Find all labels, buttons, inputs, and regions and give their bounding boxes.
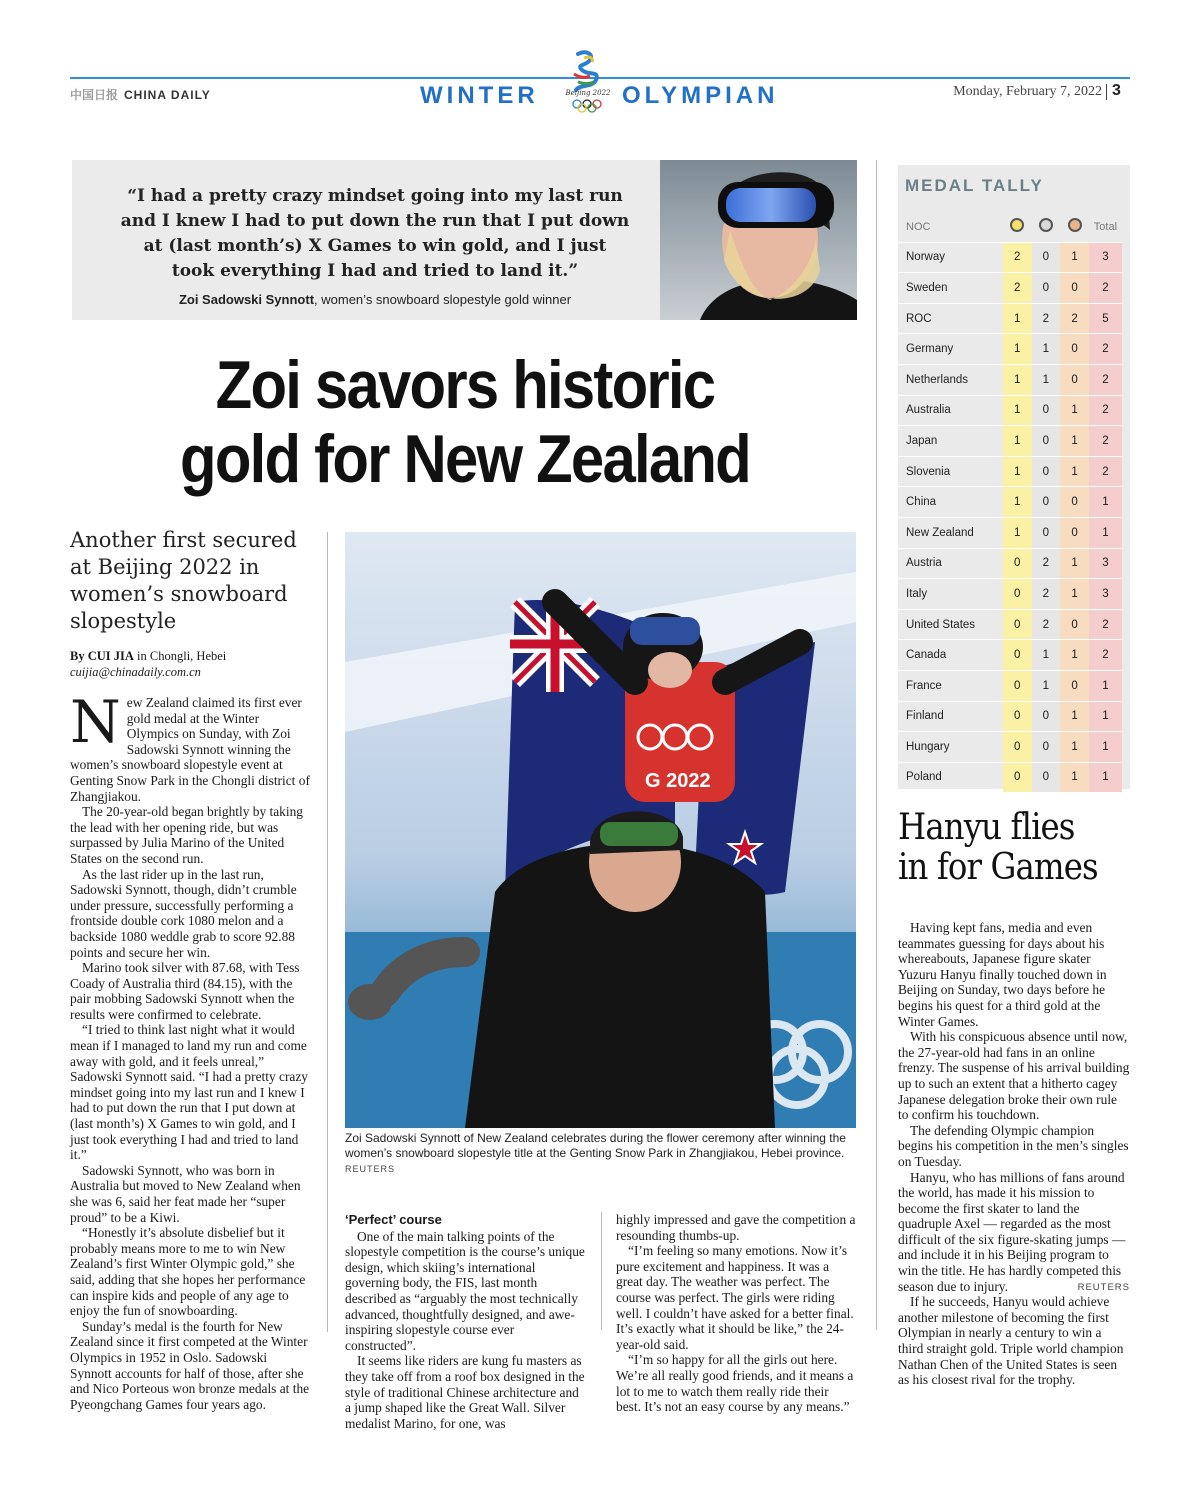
body-paragraph: “I tried to think last night what it would mean if I managed to land my run and come away with gold, and it feels unreal,” Sadowski Synnott said. “I had a pretty crazy mindset going into my last run and I knew I had to put down the run that I put down at (last month’s) X Games to win gold, and I just took everything I had and tried to land it.” xyxy=(70,1022,308,1163)
silver-cell: 1 xyxy=(1032,640,1061,671)
gold-cell: 0 xyxy=(1003,701,1032,732)
noc-cell: New Zealand xyxy=(898,517,1003,548)
table-row xyxy=(898,426,1122,457)
table-row xyxy=(898,517,1122,548)
body-paragraph: Marino took silver with 87.68, with Tess Coady of Australia third (84.15), with the pair mobbing Sadowski Synnott when the results were confirmed to celebrate. xyxy=(70,960,300,1022)
table-row xyxy=(898,732,1122,763)
table-row xyxy=(898,579,1122,610)
silver-cell: 0 xyxy=(1032,273,1061,304)
noc-cell: Austria xyxy=(898,548,1003,579)
table-row xyxy=(898,364,1122,395)
body-paragraph: One of the main talking points of the slopestyle competition is the course’s unique design, which skiing’s international governing body, the FIS, last month described as “arguably the most technically advanced, thoughtfully designed, and awe-inspiring slopestyle course ever constructed”. xyxy=(345,1228,585,1353)
body-paragraph: The defending Olympic champion begins his competition in the men’s singles on Tuesday. xyxy=(898,1122,1129,1169)
total-cell: 1 xyxy=(1089,732,1122,763)
body-paragraph: As the last rider up in the last run, Sadowski Synnott, though, didn’t crumble under pressure, successfully performing a frontside double cork 1080 melon and a backside 1080 weddle grab to score 92.88 points and secure her win. xyxy=(70,866,297,960)
bib-text: G 2022 xyxy=(645,770,711,792)
body-paragraph: Hanyu, who has millions of fans around the world, has made it his mission to become the first skater to land the quadruple Axel — regarded as the most difficult of the six figure-skating jumps — and include it in his Beijing program to win the title. He has hardly competed this season due to injury. xyxy=(898,1169,1126,1294)
total-cell: 1 xyxy=(1089,670,1122,701)
bronze-cell: 1 xyxy=(1060,579,1089,610)
subhead: ‘Perfect’ course xyxy=(345,1212,442,1227)
noc-cell: Finland xyxy=(898,701,1003,732)
bronze-cell: 0 xyxy=(1060,517,1089,548)
drop-cap: N xyxy=(70,688,121,756)
headline-line-1: Zoi savors historic xyxy=(215,347,715,423)
gold-cell: 0 xyxy=(1003,579,1032,610)
byline-place: in Chongli, Hebei xyxy=(133,649,227,663)
bronze-cell: 1 xyxy=(1060,456,1089,487)
column-divider xyxy=(876,160,877,1330)
byline xyxy=(70,648,320,680)
noc-cell: Germany xyxy=(898,334,1003,365)
bronze-cell: 2 xyxy=(1060,303,1089,334)
byline-email: cuijia@chinadaily.com.cn xyxy=(70,665,201,679)
noc-cell: Netherlands xyxy=(898,364,1003,395)
noc-cell: Italy xyxy=(898,579,1003,610)
headline-line-2: gold for New Zealand xyxy=(180,421,750,497)
gold-cell: 0 xyxy=(1003,670,1032,701)
section-title-left: WINTER xyxy=(420,82,539,109)
table-row xyxy=(898,303,1122,334)
silver-medal-icon xyxy=(1039,218,1053,232)
header-gold xyxy=(1003,212,1032,242)
article-deck: Another first secured at Beijing 2022 in women’s snowboard slopestyle xyxy=(70,528,297,633)
gold-cell: 0 xyxy=(1003,640,1032,671)
table-row xyxy=(898,242,1122,273)
beijing-2022-emblem-icon xyxy=(560,48,616,116)
gold-cell: 1 xyxy=(1003,395,1032,426)
total-cell: 1 xyxy=(1089,487,1122,518)
gold-cell: 2 xyxy=(1003,242,1032,273)
gold-cell: 1 xyxy=(1003,303,1032,334)
silver-cell: 0 xyxy=(1032,426,1061,457)
sidebar-headline-line-2: in for Games xyxy=(898,847,1098,888)
paper-name-en: CHINA DAILY xyxy=(124,88,211,102)
quote-role: , women’s snowboard slopestyle gold winner xyxy=(314,292,572,307)
table-row xyxy=(898,762,1122,793)
body-paragraph: “I’m so happy for all the girls out here. We’re all really good friends, and it means a lot to me to watch them really ride their best. It’s not an easy course by any means.” xyxy=(616,1352,854,1415)
table-row xyxy=(898,670,1122,701)
bronze-cell: 0 xyxy=(1060,609,1089,640)
bronze-cell: 1 xyxy=(1060,548,1089,579)
silver-cell: 2 xyxy=(1032,303,1061,334)
noc-cell: United States xyxy=(898,609,1003,640)
bronze-cell: 1 xyxy=(1060,640,1089,671)
date-separator xyxy=(1106,84,1107,100)
body-paragraph: If he succeeds, Hanyu would achieve another milestone of becoming the first Olympian in nearly a century to win a third straight gold. Triple world champion Nathan Chen of the United States is seen as his closest rival for the trophy. xyxy=(898,1294,1124,1388)
body-paragraph xyxy=(70,688,310,804)
total-cell: 1 xyxy=(1089,762,1122,793)
bronze-cell: 0 xyxy=(1060,670,1089,701)
noc-cell: Canada xyxy=(898,640,1003,671)
bronze-cell: 0 xyxy=(1060,364,1089,395)
noc-cell: Hungary xyxy=(898,732,1003,763)
total-cell: 3 xyxy=(1089,548,1122,579)
table-row xyxy=(898,273,1122,304)
sidebar-column xyxy=(898,920,1130,1388)
total-cell: 2 xyxy=(1089,334,1122,365)
athlete-portrait-photo xyxy=(660,160,857,320)
table-row xyxy=(898,395,1122,426)
total-cell: 3 xyxy=(1089,242,1122,273)
paper-name xyxy=(70,86,211,103)
noc-cell: Poland xyxy=(898,762,1003,793)
total-cell: 2 xyxy=(1089,456,1122,487)
article-column-3 xyxy=(616,1212,856,1415)
medal-tally-rows xyxy=(898,242,1122,793)
gold-cell: 0 xyxy=(1003,609,1032,640)
header-bronze xyxy=(1060,212,1089,242)
silver-cell: 1 xyxy=(1032,334,1061,365)
noc-cell: ROC xyxy=(898,303,1003,334)
article-column-2 xyxy=(345,1212,585,1431)
gold-cell: 1 xyxy=(1003,426,1032,457)
caption-credit: REUTERS xyxy=(345,1164,396,1174)
noc-cell: Japan xyxy=(898,426,1003,457)
gold-cell: 1 xyxy=(1003,364,1032,395)
total-cell: 3 xyxy=(1089,579,1122,610)
gold-cell: 0 xyxy=(1003,548,1032,579)
medal-tally-table xyxy=(898,212,1122,793)
column-divider xyxy=(327,532,328,1332)
bronze-cell: 1 xyxy=(1060,426,1089,457)
page-number: 3 xyxy=(1112,82,1121,99)
bronze-cell: 0 xyxy=(1060,273,1089,304)
noc-cell: Norway xyxy=(898,242,1003,273)
body-paragraph: Sadowski Synnott, who was born in Australia but moved to New Zealand when she was 6, said her feat made her “super proud” to be a Kiwi. xyxy=(70,1162,301,1225)
silver-cell: 1 xyxy=(1032,670,1061,701)
gold-cell: 0 xyxy=(1003,762,1032,793)
bronze-cell: 1 xyxy=(1060,762,1089,793)
sidebar-credit: REUTERS xyxy=(1077,1282,1130,1293)
noc-cell: France xyxy=(898,670,1003,701)
silver-cell: 0 xyxy=(1032,456,1061,487)
body-paragraph: It seems like riders are kung fu masters as they take off from a roof box designed in the style of traditional Chinese architecture and a jump shaped like the Great Wall. Silver medalist Marino, for one, was xyxy=(345,1353,585,1431)
gold-cell: 1 xyxy=(1003,487,1032,518)
table-row xyxy=(898,334,1122,365)
noc-cell: Australia xyxy=(898,395,1003,426)
bronze-cell: 0 xyxy=(1060,334,1089,365)
article-column-1 xyxy=(70,688,310,1412)
silver-cell: 2 xyxy=(1032,579,1061,610)
table-row xyxy=(898,640,1122,671)
total-cell: 2 xyxy=(1089,273,1122,304)
total-cell: 1 xyxy=(1089,701,1122,732)
silver-cell: 2 xyxy=(1032,548,1061,579)
bronze-cell: 1 xyxy=(1060,732,1089,763)
total-cell: 2 xyxy=(1089,640,1122,671)
pull-quote-attribution xyxy=(120,292,630,307)
noc-cell: Slovenia xyxy=(898,456,1003,487)
body-paragraph: highly impressed and gave the competition a resounding thumbs-up. xyxy=(616,1212,856,1243)
gold-cell: 1 xyxy=(1003,334,1032,365)
silver-cell: 1 xyxy=(1032,364,1061,395)
gold-cell: 1 xyxy=(1003,517,1032,548)
silver-cell: 0 xyxy=(1032,701,1061,732)
body-paragraph: Having kept fans, media and even teammates guessing for days about his whereabouts, Japanese figure skater Yuzuru Hanyu finally touched down in Beijing on Sunday, two days before he begins his quest for a third gold at the Winter Games. xyxy=(898,920,1107,1029)
bronze-cell: 1 xyxy=(1060,242,1089,273)
header-silver xyxy=(1032,212,1061,242)
total-cell: 2 xyxy=(1089,426,1122,457)
gold-cell: 0 xyxy=(1003,732,1032,763)
total-cell: 1 xyxy=(1089,517,1122,548)
body-paragraph: “Honestly it’s absolute disbelief but it probably means more to me to win New Zealand’s first Winter Olympic gold,” she said, adding that she hopes her performance can inspire kids and people of any age to enjoy the fun of snowboarding. xyxy=(70,1225,306,1319)
noc-cell: Sweden xyxy=(898,273,1003,304)
medal-tally-title: MEDAL TALLY xyxy=(905,176,1044,195)
bronze-cell: 1 xyxy=(1060,395,1089,426)
byline-prefix: By xyxy=(70,649,88,663)
column-divider xyxy=(601,1212,602,1330)
silver-cell: 0 xyxy=(1032,487,1061,518)
bronze-cell: 0 xyxy=(1060,487,1089,518)
body-paragraph: Sunday’s medal is the fourth for New Zealand since it first competed at the Winter Olympics in 1952 in Oslo. Sadowski Synnott accounts for half of those, after she and Nico Porteous won bronze medals at the Pyeongchang Games four years ago. xyxy=(70,1318,310,1412)
body-paragraph: With his conspicuous absence until now, the 27-year-old had fans in an online frenzy. The suspense of his arrival building up to such an extent that a hitherto cagey Japanese delegation broke their own rule to confirm his touchdown. xyxy=(898,1029,1130,1123)
total-cell: 2 xyxy=(1089,364,1122,395)
bronze-medal-icon xyxy=(1068,218,1082,232)
main-headline xyxy=(135,348,795,496)
table-row xyxy=(898,548,1122,579)
bronze-cell: 1 xyxy=(1060,701,1089,732)
body-paragraph: “I’m feeling so many emotions. Now it’s pure excitement and happiness. It was a great day. The weather was perfect. The course was perfect. The girls were riding well. I couldn’t have asked for a better final. It’s exactly what it should be like,” the 24-year-old said. xyxy=(616,1243,854,1352)
table-row xyxy=(898,609,1122,640)
silver-cell: 2 xyxy=(1032,609,1061,640)
table-row xyxy=(898,487,1122,518)
caption-text: Zoi Sadowski Synnott of New Zealand celebrates during the flower ceremony after winning the women’s snowboard slopestyle title at the Genting Snow Park in Zhangjiakou, Hebei province. xyxy=(345,1131,846,1160)
byline-author: CUI JIA xyxy=(87,649,134,663)
silver-cell: 0 xyxy=(1032,732,1061,763)
section-title-right: OLYMPIAN xyxy=(622,82,779,109)
body-paragraph: The 20-year-old began brightly by taking the lead with her opening ride, but was surpassed by Julia Marino of the United States on the second run. xyxy=(70,804,303,866)
photo-caption xyxy=(345,1131,856,1177)
gold-cell: 2 xyxy=(1003,273,1032,304)
gold-cell: 1 xyxy=(1003,456,1032,487)
total-cell: 2 xyxy=(1089,395,1122,426)
silver-cell: 0 xyxy=(1032,517,1061,548)
silver-cell: 0 xyxy=(1032,395,1061,426)
quote-name: Zoi Sadowski Synnott xyxy=(178,292,315,307)
sidebar-headline xyxy=(898,808,1114,888)
issue-date: Monday, February 7, 2022 xyxy=(953,84,1102,99)
noc-cell: China xyxy=(898,487,1003,518)
paragraph-text: ew Zealand claimed its first ever gold medal at the Winter Olympics on Sunday, with Zoi Sadowski Synnott winning the women’s snowboard slopestyle event at Genting Snow Park in the Chongli district of Zhangjiakou. xyxy=(70,695,310,804)
emblem-text: Beijing 2022 xyxy=(565,89,611,97)
sidebar-headline-line-1: Hanyu flies xyxy=(898,807,1075,848)
silver-cell: 0 xyxy=(1032,762,1061,793)
table-row xyxy=(898,456,1122,487)
celebration-photo xyxy=(345,532,856,1128)
gold-medal-icon xyxy=(1010,218,1024,232)
pull-quote-text: “I had a pretty crazy mindset going into my last run and I knew I had to put down the run that I put down at (last month’s) X Games to win gold, and I just took everything I had and tried to land it.” xyxy=(120,186,630,281)
table-header-row xyxy=(898,212,1122,242)
total-cell: 2 xyxy=(1089,609,1122,640)
silver-cell: 0 xyxy=(1032,242,1061,273)
header-total: Total xyxy=(1089,212,1122,242)
header-noc: NOC xyxy=(898,212,1003,242)
total-cell: 5 xyxy=(1089,303,1122,334)
table-row xyxy=(898,701,1122,732)
paper-name-cn: 中国日报 xyxy=(70,88,119,102)
